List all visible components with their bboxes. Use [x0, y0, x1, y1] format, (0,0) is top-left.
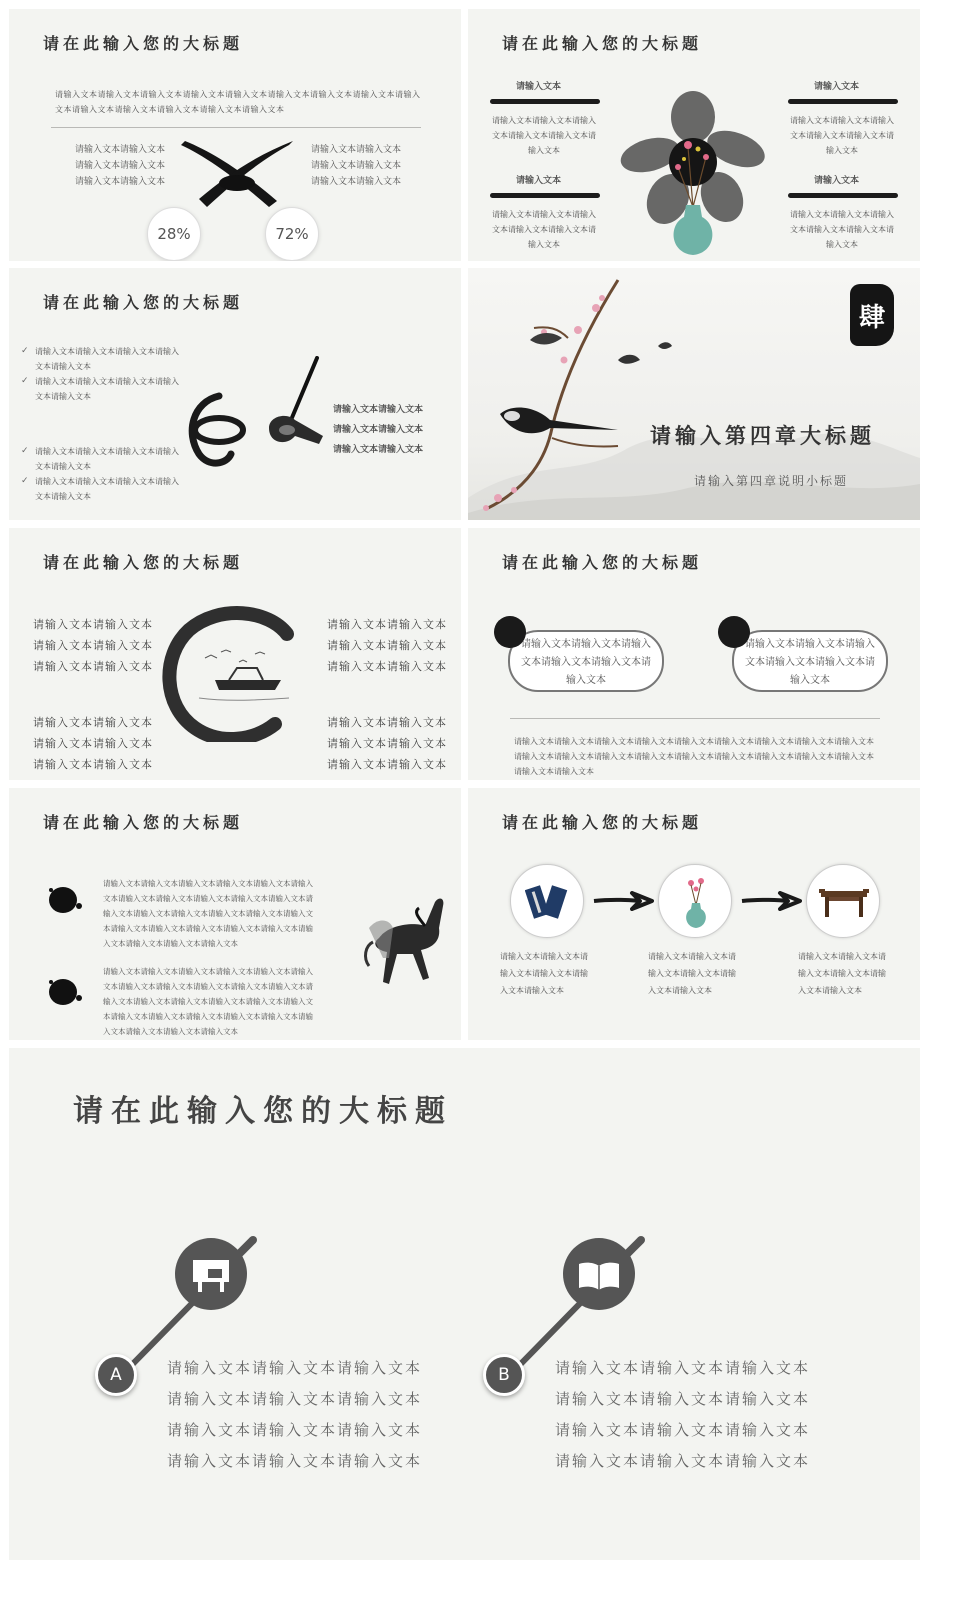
icon-circle-books	[510, 864, 584, 938]
info-pill-left	[508, 630, 664, 692]
brush-stroke	[490, 193, 600, 198]
text-line: 请输入文本请输入文本	[75, 177, 166, 187]
text-line: 请输入文本请输入文本	[33, 737, 153, 750]
text-line: 请输入文本请输入文本	[33, 758, 153, 771]
slide-1[interactable]	[9, 9, 461, 261]
text-line: 请输入文本请输入文本	[75, 161, 166, 171]
text-line: 请输入文本请输入文本请输入文本	[167, 1359, 423, 1377]
text-line: 请输入文本请输入文本请输入文本	[555, 1359, 811, 1377]
ink-circle-boat-illustration	[159, 606, 299, 742]
slide-title: 请在此输入您的大标题	[502, 34, 703, 53]
chapter-subtitle: 请输入第四章说明小标题	[694, 474, 849, 488]
left-bottom-text	[33, 712, 153, 775]
paragraph: 请输入文本请输入文本请输入文本请输入文本请输入文本请输入文本请输入文本请输入文本请输入文本请输入文本请输入文本请输入文本请输入文本请输入文本请输入文本请输入文本请输入文本请输入文本请输入文本请输入文本请输入文本请输入文本请输入文本请输入文本请输入文本请输入文本	[103, 967, 313, 1036]
body-text: 请输入文本请输入文本请输入文本请输入文本请输入文本请输入文本	[790, 116, 894, 155]
slide-title: 请在此输入您的大标题	[502, 813, 703, 832]
heading: 请输入文本	[516, 176, 562, 186]
chapter-title: 请输入第四章大标题	[650, 423, 875, 448]
left-top-text	[33, 614, 153, 677]
text-line: 请输入文本请输入文本	[327, 660, 447, 673]
ink-blot-icon	[45, 974, 85, 1010]
slide-title: 请在此输入您的大标题	[43, 34, 244, 53]
text-line: 请输入文本请输入文本	[75, 145, 166, 155]
arrow-right-icon	[592, 891, 654, 911]
ink-brush-swirl-icon	[183, 392, 247, 468]
text-line: 请输入文本请输入文本	[333, 445, 424, 455]
marker-label: B	[498, 1365, 510, 1385]
text-line: 请输入文本请输入文本	[327, 758, 447, 771]
slide-title: 请在此输入您的大标题	[43, 553, 244, 572]
brush-stroke	[788, 193, 898, 198]
right-bottom-text	[327, 712, 447, 775]
galloping-horse-illustration	[359, 888, 449, 998]
caption: 请输入文本请输入文本请输入文本请输入文本请输入文本请输入文本	[798, 952, 886, 995]
slide-title: 请在此输入您的大标题	[43, 813, 244, 832]
open-book-icon	[577, 1260, 621, 1292]
ink-stone-brush-icon	[261, 356, 333, 456]
intro-text: 请输入文本请输入文本请输入文本请输入文本请输入文本请输入文本请输入文本请输入文本请输入文本请输入文本请输入文本请输入文本请输入文本请输入文本	[55, 90, 421, 114]
pill-text: 请输入文本请输入文本请输入文本请输入文本请输入文本请输入文本	[521, 639, 651, 686]
divider	[51, 127, 421, 128]
text-line: 请输入文本请输入文本请输入文本	[167, 1421, 423, 1439]
text-line: 请输入文本请输入文本请输入文本	[555, 1421, 811, 1439]
body-text: 请输入文本请输入文本请输入文本请输入文本请输入文本请输入文本	[492, 116, 596, 155]
right-top-text	[327, 614, 447, 677]
paragraph: 请输入文本请输入文本请输入文本请输入文本请输入文本请输入文本请输入文本请输入文本请输入文本请输入文本请输入文本请输入文本请输入文本请输入文本请输入文本请输入文本请输入文本请输入文本请输入文本请输入文本请输入文本请输入文本请输入文本请输入文本请输入文本请输入文本	[103, 879, 313, 948]
body-text: 请输入文本请输入文本请输入文本请输入文本请输入文本请输入文本	[492, 210, 596, 249]
icon-circle-table	[806, 864, 880, 938]
ink-badge-right	[718, 616, 750, 648]
item-b-text	[555, 1353, 810, 1477]
slide-2[interactable]	[468, 9, 920, 261]
books-icon	[525, 883, 571, 921]
heading: 请输入文本	[814, 176, 860, 186]
antique-table-icon	[817, 885, 871, 919]
slide-9-large[interactable]	[9, 1048, 920, 1560]
slide-title: 请在此输入您的大标题	[502, 553, 703, 572]
check-item: ✓ 请输入文本请输入文本请输入文本请输入文本请输入文本	[21, 444, 181, 474]
heading: 请输入文本	[814, 82, 860, 92]
checklist-bottom	[21, 444, 181, 504]
vase-icon	[683, 875, 709, 929]
icon-circle-vase	[658, 864, 732, 938]
info-pill-right	[732, 630, 888, 692]
slide-title: 请在此输入您的大标题	[73, 1094, 453, 1129]
ink-cross-icon	[177, 139, 297, 214]
percent-left: 28%	[147, 207, 201, 261]
check-item: ✓ 请输入文本请输入文本请输入文本请输入文本请输入文本	[21, 374, 181, 404]
check-item: ✓ 请输入文本请输入文本请输入文本请输入文本请输入文本	[21, 344, 181, 374]
slide-title: 请在此输入您的大标题	[43, 293, 244, 312]
presentation-board-icon	[190, 1258, 232, 1294]
text-line: 请输入文本请输入文本	[327, 618, 447, 631]
slide-4-chapter[interactable]	[468, 268, 920, 520]
text-line: 请输入文本请输入文本	[33, 639, 153, 652]
text-line: 请输入文本请输入文本请输入文本	[167, 1390, 423, 1408]
plum-branch-birds-illustration	[468, 268, 708, 520]
marker-label: A	[110, 1365, 122, 1385]
text-line: 请输入文本请输入文本请输入文本	[167, 1452, 423, 1470]
text-line: 请输入文本请输入文本	[333, 405, 424, 415]
text-line: 请输入文本请输入文本	[311, 161, 402, 171]
ink-badge-left	[494, 616, 526, 648]
percent-right: 72%	[265, 207, 319, 261]
slide-3[interactable]	[9, 268, 461, 520]
text-line: 请输入文本请输入文本	[311, 145, 402, 155]
text-line: 请输入文本请输入文本请输入文本	[555, 1390, 811, 1408]
item-a-text	[167, 1353, 422, 1477]
seal-character: 肆	[858, 302, 885, 333]
text-line: 请输入文本请输入文本	[327, 639, 447, 652]
caption: 请输入文本请输入文本请输入文本请输入文本请输入文本请输入文本	[648, 952, 736, 995]
brush-stroke	[490, 99, 600, 104]
slide-6[interactable]	[468, 528, 920, 780]
slide-7[interactable]	[9, 788, 461, 1040]
checklist-top	[21, 344, 181, 404]
heading: 请输入文本	[516, 82, 562, 92]
right-text-block	[311, 142, 401, 190]
caption: 请输入文本请输入文本请输入文本请输入文本请输入文本请输入文本	[500, 952, 588, 995]
marker-b	[483, 1354, 525, 1396]
body-text: 请输入文本请输入文本请输入文本请输入文本请输入文本请输入文本	[790, 210, 894, 249]
text-line: 请输入文本请输入文本	[327, 716, 447, 729]
check-item: ✓ 请输入文本请输入文本请输入文本请输入文本请输入文本	[21, 474, 181, 504]
ink-flower-vase-illustration	[618, 87, 768, 257]
text-line: 请输入文本请输入文本请输入文本	[555, 1452, 811, 1470]
text-line: 请输入文本请输入文本	[33, 618, 153, 631]
divider	[510, 718, 880, 719]
text-line: 请输入文本请输入文本	[33, 660, 153, 673]
chapter-seal	[850, 284, 894, 346]
text-line: 请输入文本请输入文本	[327, 737, 447, 750]
ink-blot-icon	[45, 882, 85, 918]
text-line: 请输入文本请输入文本	[333, 425, 424, 435]
slide-8[interactable]	[468, 788, 920, 1040]
pill-text: 请输入文本请输入文本请输入文本请输入文本请输入文本请输入文本	[745, 639, 875, 686]
right-text-block	[333, 400, 423, 460]
text-line: 请输入文本请输入文本	[311, 177, 402, 187]
text-line: 请输入文本请输入文本	[33, 716, 153, 729]
left-text-block	[75, 142, 165, 190]
footer-text: 请输入文本请输入文本请输入文本请输入文本请输入文本请输入文本请输入文本请输入文本请输入文本请输入文本请输入文本请输入文本请输入文本请输入文本请输入文本请输入文本请输入文本请输入文本请输入文本请输入文本	[514, 737, 874, 776]
slide-5[interactable]	[9, 528, 461, 780]
marker-a	[95, 1354, 137, 1396]
arrow-right-icon	[740, 891, 802, 911]
brush-stroke	[788, 99, 898, 104]
